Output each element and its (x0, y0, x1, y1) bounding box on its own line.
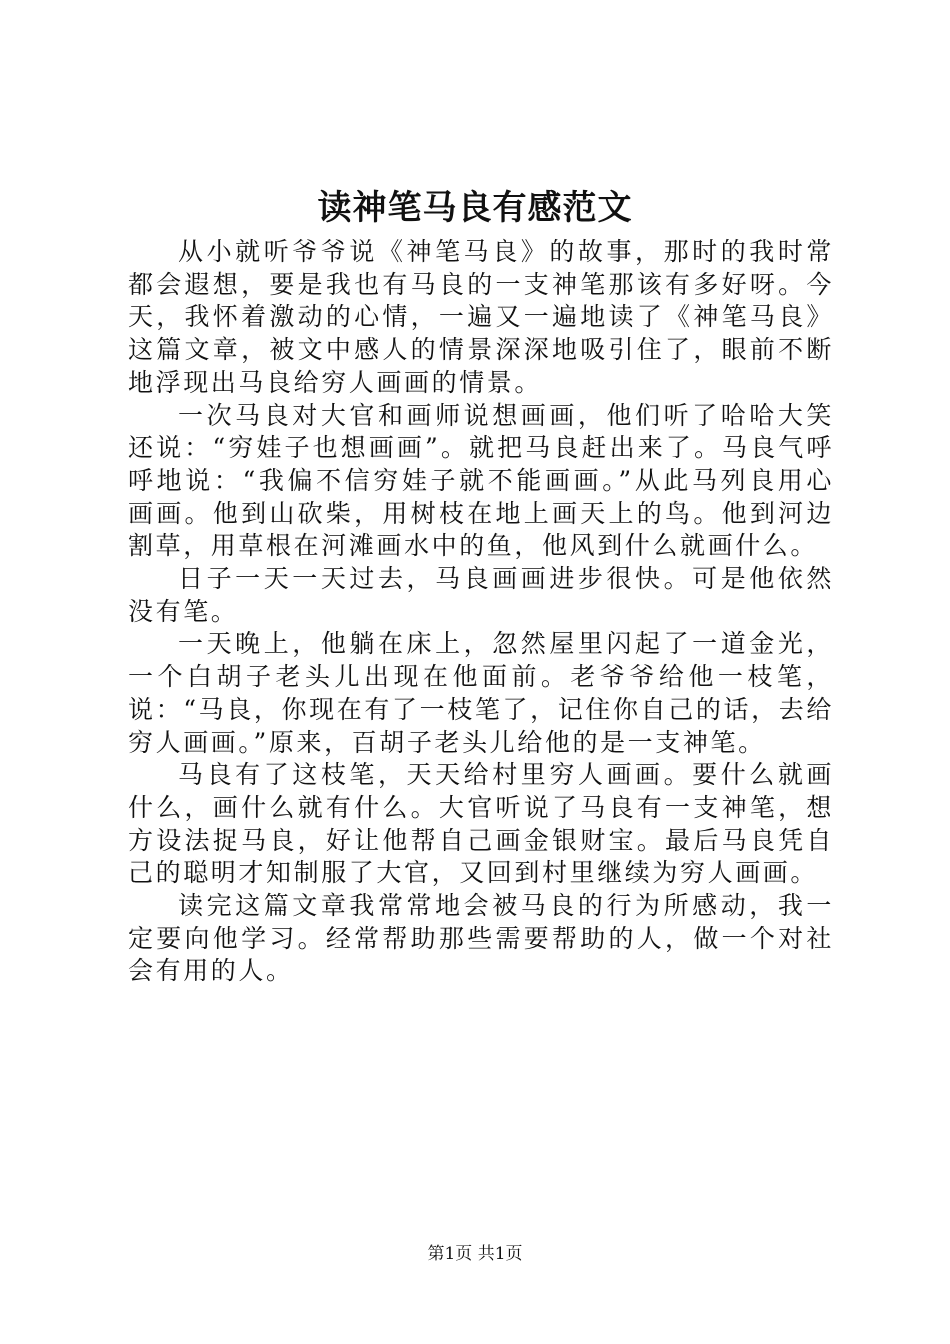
document-body (128, 236, 834, 988)
paragraph-4: 一天晚上，他躺在床上，忽然屋里闪起了一道金光，一个白胡子老头儿出现在他面前。老爷爷给他一枝笔，说：“马良，你现在有了一枝笔了，记住你自己的话，去给穷人画画。”原来，百胡子老头儿给他的是一支神笔。 (128, 629, 834, 757)
paragraph-3: 日子一天一天过去，马良画画进步很快。可是他依然没有笔。 (128, 564, 834, 626)
paragraph-1: 从小就听爷爷说《神笔马良》的故事，那时的我时常都会遐想，要是我也有马良的一支神笔那该有多好呀。今天，我怀着激动的心情，一遍又一遍地读了《神笔马良》这篇文章，被文中感人的情景深深地吸引住了，眼前不断地浮现出马良给穷人画画的情景。 (128, 237, 834, 397)
paragraph-5: 马良有了这枝笔，天天给村里穷人画画。要什么就画什么，画什么就有什么。大官听说了马良有一支神笔，想方设法捉马良，好让他帮自己画金银财宝。最后马良凭自己的聪明才知制服了大官，又回到村里继续为穷人画画。 (128, 760, 834, 888)
page-number: 第1页 共1页 (427, 1244, 523, 1264)
paragraph-2: 一次马良对大官和画师说想画画，他们听了哈哈大笑还说：“穷娃子也想画画”。就把马良赶出来了。马良气呼呼地说：“我偏不信穷娃子就不能画画。”从此马列良用心画画。他到山砍柴，用树枝在地上画天上的鸟。他到河边割草，用草根在河滩画水中的鱼，他风到什么就画什么。 (128, 400, 834, 561)
paragraph-6: 读完这篇文章我常常地会被马良的行为所感动，我一定要向他学习。经常帮助那些需要帮助的人，做一个对社会有用的人。 (128, 891, 834, 986)
document-title: 读神笔马良有感范文 (317, 188, 633, 228)
